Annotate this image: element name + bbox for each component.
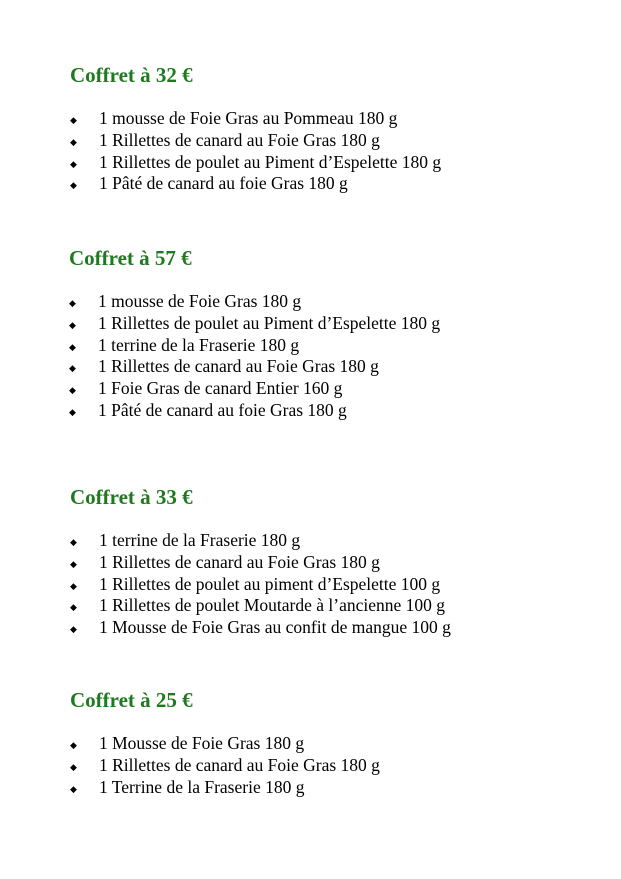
section-title: Coffret à 57 € bbox=[69, 246, 192, 270]
diamond-bullet-icon: ◆ bbox=[70, 602, 77, 613]
diamond-bullet-icon: ◆ bbox=[69, 298, 76, 308]
item-label: 1 Pâté de canard au foie Gras 180 g bbox=[99, 173, 348, 194]
item-label: 1 Rillettes de canard au Foie Gras 180 g bbox=[99, 129, 380, 150]
item-label: 1 Rillettes de poulet au Piment d’Espelette 180 g bbox=[98, 312, 441, 333]
diamond-bullet-icon: ◆ bbox=[70, 158, 77, 169]
item-label: 1 terrine de la Fraserie 180 g bbox=[99, 530, 301, 550]
item-label: 1 Pâté de canard au foie Gras 180 g bbox=[98, 399, 347, 420]
diamond-bullet-icon: ◆ bbox=[70, 761, 77, 772]
diamond-bullet-icon: ◆ bbox=[69, 319, 76, 330]
item-label: 1 Rillettes de poulet Moutarde à l’ancienne 100 g bbox=[99, 595, 446, 616]
diamond-bullet-icon: ◆ bbox=[70, 740, 77, 750]
item-label: 1 mousse de Foie Gras au Pommeau 180 g bbox=[99, 108, 398, 128]
diamond-bullet-icon: ◆ bbox=[69, 385, 76, 396]
section-title: Coffret à 25 € bbox=[70, 688, 193, 712]
item-label: 1 Mousse de Foie Gras au confit de mangue 100 g bbox=[99, 617, 451, 638]
diamond-bullet-icon: ◆ bbox=[70, 537, 77, 547]
item-label: 1 terrine de la Fraserie 180 g bbox=[98, 334, 300, 355]
item-label: 1 Rillettes de canard au Foie Gras 180 g bbox=[99, 754, 380, 775]
item-label: 1 Rillettes de canard au Foie Gras 180 g bbox=[98, 356, 379, 377]
item-label: 1 Rillettes de canard au Foie Gras 180 g bbox=[99, 551, 380, 572]
diamond-bullet-icon: ◆ bbox=[70, 624, 77, 635]
diamond-bullet-icon: ◆ bbox=[69, 341, 76, 352]
diamond-bullet-icon: ◆ bbox=[70, 580, 77, 591]
item-label: 1 Terrine de la Fraserie 180 g bbox=[99, 776, 305, 797]
item-label: 1 mousse de Foie Gras 180 g bbox=[98, 291, 302, 311]
diamond-bullet-icon: ◆ bbox=[69, 363, 76, 374]
item-label: 1 Rillettes de poulet au piment d’Espelette 100 g bbox=[99, 573, 441, 594]
diamond-bullet-icon: ◆ bbox=[70, 558, 77, 569]
item-label: 1 Rillettes de poulet au Piment d’Espelette 180 g bbox=[99, 151, 442, 172]
diamond-bullet-icon: ◆ bbox=[70, 136, 77, 147]
diamond-bullet-icon: ◆ bbox=[70, 180, 77, 191]
item-label: 1 Mousse de Foie Gras 180 g bbox=[99, 733, 305, 753]
diamond-bullet-icon: ◆ bbox=[70, 115, 77, 125]
item-label: 1 Foie Gras de canard Entier 160 g bbox=[98, 378, 343, 399]
section-title: Coffret à 32 € bbox=[70, 63, 193, 87]
diamond-bullet-icon: ◆ bbox=[69, 406, 76, 417]
section-title: Coffret à 33 € bbox=[70, 485, 193, 509]
diamond-bullet-icon: ◆ bbox=[70, 783, 77, 794]
